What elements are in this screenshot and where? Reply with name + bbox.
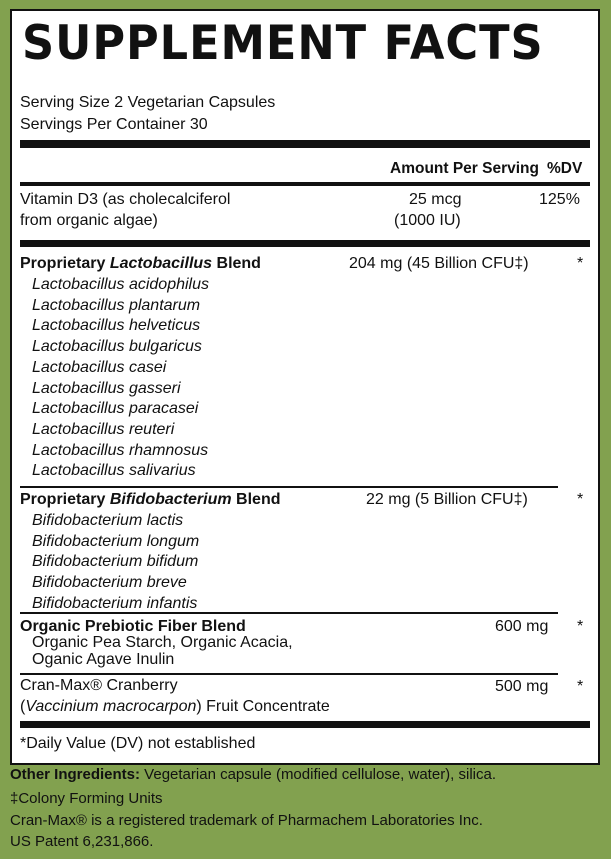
cranberry-line1: Cran-Max® Cranberry — [20, 677, 178, 694]
thick-divider — [20, 240, 590, 247]
strain-item: Bifidobacterium longum — [32, 532, 200, 550]
prebiotic-line1: Organic Pea Starch, Organic Acacia, — [32, 634, 293, 651]
dv-header: %DV — [547, 160, 583, 177]
vitamin-d-name-line1: Vitamin D3 (as cholecalciferol — [20, 191, 231, 208]
bifido-blend-title: Proprietary Bifidobacterium Blend — [20, 491, 281, 508]
amount-header: Amount Per Serving — [390, 160, 539, 177]
prebiotic-amount: 600 mg — [495, 618, 549, 635]
strain-item: Lactobacillus helveticus — [32, 317, 201, 335]
trademark-note: Cran-Max® is a registered trademark of Pharmachem Laboratories Inc. — [10, 812, 483, 829]
divider — [20, 486, 558, 488]
prebiotic-title: Organic Prebiotic Fiber Blend — [20, 618, 246, 635]
vitamin-d-dv: 125% — [539, 191, 580, 208]
dv-note: *Daily Value (DV) not established — [20, 735, 256, 752]
strain-item: Bifidobacterium bifidum — [32, 553, 199, 571]
divider — [20, 612, 558, 614]
cranberry-amount: 500 mg — [495, 678, 549, 695]
strain-item: Lactobacillus acidophilus — [32, 276, 209, 293]
divider — [20, 673, 558, 675]
prebiotic-dv: * — [577, 618, 584, 635]
header-divider — [20, 182, 590, 186]
strain-item: Bifidobacterium infantis — [32, 594, 198, 612]
strain-item: Lactobacillus reuteri — [32, 420, 175, 438]
strain-item: Lactobacillus paracasei — [32, 400, 199, 418]
strain-item: Bifidobacterium lactis — [32, 512, 184, 529]
vitamin-d-amount: 25 mcg — [409, 191, 462, 208]
strain-item: Lactobacillus plantarum — [32, 296, 201, 314]
panel-title: SUPPLEMENT FACTS — [22, 16, 544, 71]
supplement-facts-panel — [10, 9, 600, 765]
strain-item: Bifidobacterium breve — [32, 574, 187, 592]
lacto-blend-title: Proprietary Lactobacillus Blend — [20, 255, 261, 272]
cranberry-line2: (Vaccinium macrocarpon) Fruit Concentrate — [20, 698, 330, 715]
cranberry-dv: * — [577, 678, 584, 695]
prebiotic-line2: Oganic Agave Inulin — [32, 651, 175, 668]
vitamin-d-iu: (1000 IU) — [394, 212, 461, 229]
strain-item: Lactobacillus gasseri — [32, 379, 181, 397]
servings-per-container: Servings Per Container 30 — [20, 116, 208, 133]
strain-item: Lactobacillus casei — [32, 358, 167, 376]
other-ingredients: Other Ingredients: Vegetarian capsule (modified cellulose, water), silica. — [10, 766, 497, 783]
vitamin-d-name-line2: from organic algae) — [20, 212, 158, 229]
lacto-blend-dv: * — [577, 255, 584, 272]
patent-note: US Patent 6,231,866. — [10, 833, 154, 850]
thick-divider — [20, 140, 590, 148]
serving-size: Serving Size 2 Vegetarian Capsules — [20, 94, 276, 111]
strain-item: Lactobacillus salivarius — [32, 462, 196, 480]
bifido-blend-dv: * — [577, 491, 584, 508]
lacto-blend-amount: 204 mg (45 Billion CFU‡) — [349, 255, 529, 272]
bifido-blend-amount: 22 mg (5 Billion CFU‡) — [366, 491, 528, 508]
thick-divider — [20, 721, 590, 728]
cfu-note: ‡Colony Forming Units — [10, 790, 163, 807]
strain-item: Lactobacillus bulgaricus — [32, 338, 202, 356]
strain-item: Lactobacillus rhamnosus — [32, 441, 209, 459]
